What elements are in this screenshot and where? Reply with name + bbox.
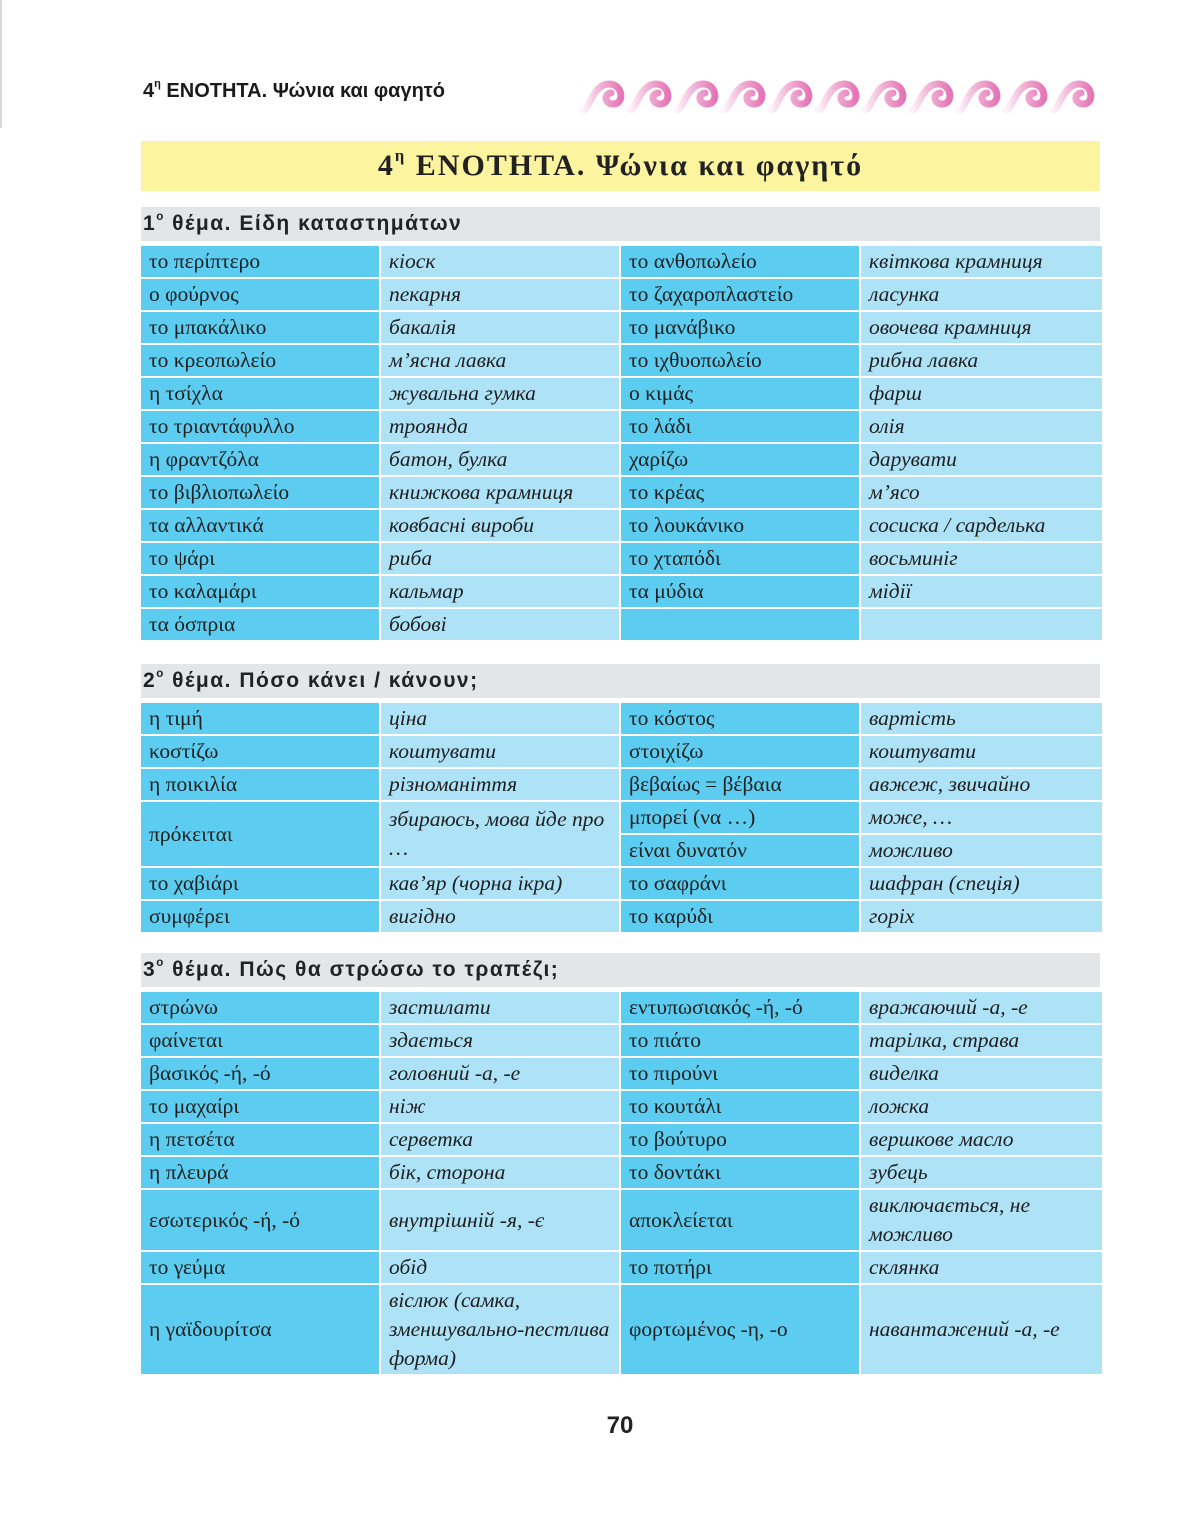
- topic-2-heading: $2^o$ θέμα. Πόσο κάνει / κάνουν;: [141, 664, 1100, 698]
- greek-word: η ποικιλία: [141, 769, 379, 800]
- greek-word: είναι δυνατόν: [621, 835, 859, 866]
- table-row: [141, 1157, 1102, 1188]
- ukrainian-translation: вражаючий -а, -е: [861, 992, 1102, 1023]
- wave-scroll-icon: [1006, 84, 1044, 110]
- greek-word: το κρέας: [621, 477, 859, 508]
- greek-word: η πλευρά: [141, 1157, 379, 1188]
- wave-scroll-icon: [865, 84, 903, 110]
- ukrainian-translation: вигідно: [381, 901, 619, 932]
- ukrainian-translation: кіоск: [381, 246, 619, 277]
- greek-word: το κόστος: [621, 703, 859, 734]
- ukrainian-translation: мідії: [861, 576, 1102, 607]
- ukrainian-translation: бобові: [381, 609, 619, 640]
- wave-scroll-icon: [583, 84, 621, 110]
- ukrainian-translation: ласунка: [861, 279, 1102, 310]
- greek-word: το ανθοπωλείο: [621, 246, 859, 277]
- ukrainian-translation: коштувати: [861, 736, 1102, 767]
- topic-3-vocab-table: [139, 990, 1104, 1376]
- wave-scroll-icon: [724, 84, 762, 110]
- page-number: 70: [606, 1412, 634, 1439]
- ukrainian-translation: троянда: [381, 411, 619, 442]
- ukrainian-translation: батон, булка: [381, 444, 619, 475]
- topic-2-vocab-table: [139, 701, 1104, 934]
- table-row: [141, 1091, 1102, 1122]
- ukrainian-translation: можливо: [861, 835, 1102, 866]
- greek-word: το χταπόδι: [621, 543, 859, 574]
- ukrainian-translation: олія: [861, 411, 1102, 442]
- table-row: [141, 378, 1102, 409]
- greek-word: βεβαίως = βέβαια: [621, 769, 859, 800]
- ukrainian-translation: м’ясо: [861, 477, 1102, 508]
- topic-3-heading: $3^o$ θέμα. Πώς θα στρώσω το τραπέζι;: [141, 953, 1100, 987]
- table-row: [141, 1285, 1102, 1374]
- ukrainian-translation: різноманіття: [381, 769, 619, 800]
- running-head: $4^\eta$ ΕΝΟΤΗΤΑ. Ψώνια και φαγητό: [143, 78, 445, 102]
- greek-word: εσωτερικός -ή, -ό: [141, 1190, 379, 1250]
- ukrainian-translation: сосиска / сарделька: [861, 510, 1102, 541]
- greek-word: το καλαμάρι: [141, 576, 379, 607]
- table-row: [141, 992, 1102, 1023]
- ukrainian-translation: виделка: [861, 1058, 1102, 1089]
- greek-word: το δοντάκι: [621, 1157, 859, 1188]
- topic-1-vocab-table: [139, 244, 1104, 642]
- ukrainian-translation: виключається, не можливо: [861, 1190, 1102, 1250]
- ukrainian-translation: шафран (спеція): [861, 868, 1102, 899]
- wave-scroll-icon: [959, 84, 997, 110]
- ukrainian-translation: ніж: [381, 1091, 619, 1122]
- table-row: [141, 312, 1102, 343]
- ukrainian-translation: ковбасні вироби: [381, 510, 619, 541]
- table-row: [141, 901, 1102, 932]
- ukrainian-translation: авжеж, звичайно: [861, 769, 1102, 800]
- greek-word: το κουτάλι: [621, 1091, 859, 1122]
- ukrainian-translation: вартість: [861, 703, 1102, 734]
- greek-word: το χαβιάρι: [141, 868, 379, 899]
- greek-word: κοστίζω: [141, 736, 379, 767]
- topic-1-heading: $1^o$ θέμα. Είδη καταστημάτων: [141, 207, 1100, 241]
- table-row: [141, 769, 1102, 800]
- table-row: [141, 576, 1102, 607]
- greek-word: το κρεοπωλείο: [141, 345, 379, 376]
- ukrainian-translation: збираюсь, мова йде про …: [381, 802, 619, 866]
- ukrainian-translation: кальмар: [381, 576, 619, 607]
- wave-scroll-icon: [1053, 84, 1091, 110]
- ukrainian-translation: фарш: [861, 378, 1102, 409]
- ukrainian-translation: кав’яр (чорна ікра): [381, 868, 619, 899]
- greek-word: στρώνω: [141, 992, 379, 1023]
- greek-word: ο κιμάς: [621, 378, 859, 409]
- ukrainian-translation: зубець: [861, 1157, 1102, 1188]
- wave-scroll-icon: [912, 84, 950, 110]
- ukrainian-translation: вершкове масло: [861, 1124, 1102, 1155]
- table-row: [141, 1124, 1102, 1155]
- ukrainian-translation: бік, сторона: [381, 1157, 619, 1188]
- table-row: [141, 868, 1102, 899]
- table-row: [141, 736, 1102, 767]
- greek-word: εντυπωσιακός -ή, -ό: [621, 992, 859, 1023]
- greek-word: συμφέρει: [141, 901, 379, 932]
- ukrainian-translation: пекарня: [381, 279, 619, 310]
- ukrainian-translation: склянка: [861, 1252, 1102, 1283]
- page-edge-line: [0, 0, 2, 128]
- greek-word: αποκλείεται: [621, 1190, 859, 1250]
- table-row: [141, 609, 1102, 640]
- ukrainian-translation: рибна лавка: [861, 345, 1102, 376]
- ukrainian-translation: риба: [381, 543, 619, 574]
- wave-scroll-icon: [771, 84, 809, 110]
- table-row: [141, 411, 1102, 442]
- table-row: [141, 246, 1102, 277]
- greek-word: βασικός -ή, -ό: [141, 1058, 379, 1089]
- ukrainian-translation: застилати: [381, 992, 619, 1023]
- greek-word: στοιχίζω: [621, 736, 859, 767]
- table-row: [141, 703, 1102, 734]
- greek-word: το γεύμα: [141, 1252, 379, 1283]
- greek-word: το μανάβικο: [621, 312, 859, 343]
- greek-word: η τσίχλα: [141, 378, 379, 409]
- table-row: [141, 1252, 1102, 1283]
- greek-word: χαρίζω: [621, 444, 859, 475]
- wave-scroll-icon: [818, 84, 856, 110]
- greek-word: το ζαχαροπλαστείο: [621, 279, 859, 310]
- greek-word: το ποτήρι: [621, 1252, 859, 1283]
- greek-word: το βιβλιοπωλείο: [141, 477, 379, 508]
- greek-word: το τριαντάφυλλο: [141, 411, 379, 442]
- table-row: [141, 345, 1102, 376]
- wave-scroll-icon: [630, 84, 668, 110]
- greek-word: το καρύδι: [621, 901, 859, 932]
- greek-word: [621, 609, 859, 640]
- greek-word: πρόκειται: [141, 802, 379, 866]
- ukrainian-translation: м’ясна лавка: [381, 345, 619, 376]
- table-row: [141, 279, 1102, 310]
- ukrainian-translation: внутрішній -я, -є: [381, 1190, 619, 1250]
- wave-scroll-icon: [677, 84, 715, 110]
- ukrainian-translation: овочева крамниця: [861, 312, 1102, 343]
- ukrainian-translation: ложка: [861, 1091, 1102, 1122]
- greek-word: τα όσπρια: [141, 609, 379, 640]
- greek-word: φαίνεται: [141, 1025, 379, 1056]
- greek-word: το σαφράνι: [621, 868, 859, 899]
- greek-word: η φραντζόλα: [141, 444, 379, 475]
- ukrainian-translation: навантажений -а, -е: [861, 1285, 1102, 1374]
- ukrainian-translation: восьминіг: [861, 543, 1102, 574]
- greek-word: το λουκάνικο: [621, 510, 859, 541]
- ukrainian-translation: книжкова крамниця: [381, 477, 619, 508]
- greek-word: ο φούρνος: [141, 279, 379, 310]
- greek-word: το ψάρι: [141, 543, 379, 574]
- greek-word: η γαϊδουρίτσα: [141, 1285, 379, 1374]
- greek-word: τα μύδια: [621, 576, 859, 607]
- table-row: [141, 510, 1102, 541]
- greek-word: το μπακάλικο: [141, 312, 379, 343]
- ukrainian-translation: може, …: [861, 802, 1102, 833]
- ukrainian-translation: обід: [381, 1252, 619, 1283]
- ukrainian-translation: серветка: [381, 1124, 619, 1155]
- table-row: [141, 1190, 1102, 1250]
- greek-word: το πιάτο: [621, 1025, 859, 1056]
- ukrainian-translation: віслюк (самка, зменшувально-пестлива форма): [381, 1285, 619, 1374]
- greek-word: το βούτυρο: [621, 1124, 859, 1155]
- greek-word: η τιμή: [141, 703, 379, 734]
- greek-word: η πετσέτα: [141, 1124, 379, 1155]
- ukrainian-translation: горіх: [861, 901, 1102, 932]
- ukrainian-translation: бакалія: [381, 312, 619, 343]
- ukrainian-translation: тарілка, страва: [861, 1025, 1102, 1056]
- greek-word: το λάδι: [621, 411, 859, 442]
- ukrainian-translation: [861, 609, 1102, 640]
- ukrainian-translation: дарувати: [861, 444, 1102, 475]
- ukrainian-translation: головний -а, -е: [381, 1058, 619, 1089]
- greek-word: το ιχθυοπωλείο: [621, 345, 859, 376]
- ukrainian-translation: здається: [381, 1025, 619, 1056]
- ukrainian-translation: квіткова крамниця: [861, 246, 1102, 277]
- unit-title: $4^\eta$ ΕΝΟΤΗΤΑ. Ψώνια και φαγητό: [141, 141, 1100, 191]
- table-row: [141, 1025, 1102, 1056]
- greek-word: το πιρούνι: [621, 1058, 859, 1089]
- table-row: [141, 543, 1102, 574]
- wave-ornament: [575, 76, 1100, 116]
- greek-word: τα αλλαντικά: [141, 510, 379, 541]
- ukrainian-translation: ціна: [381, 703, 619, 734]
- ukrainian-translation: коштувати: [381, 736, 619, 767]
- table-row: [141, 802, 1102, 833]
- greek-word: το περίπτερο: [141, 246, 379, 277]
- table-row: [141, 1058, 1102, 1089]
- greek-word: μπορεί (να …): [621, 802, 859, 833]
- greek-word: φορτωμένος -η, -ο: [621, 1285, 859, 1374]
- ukrainian-translation: жувальна гумка: [381, 378, 619, 409]
- table-row: [141, 444, 1102, 475]
- table-row: [141, 477, 1102, 508]
- greek-word: το μαχαίρι: [141, 1091, 379, 1122]
